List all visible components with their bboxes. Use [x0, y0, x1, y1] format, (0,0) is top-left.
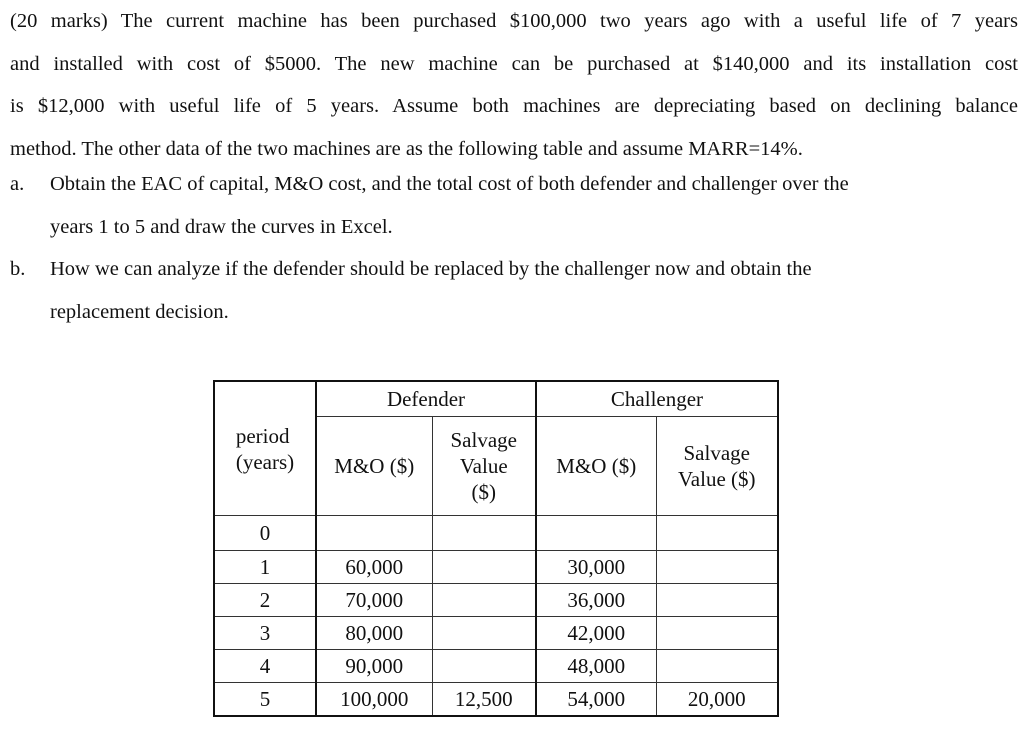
challenger-salvage-cell [656, 584, 778, 617]
intro-line-1: (20 marks) The current machine has been purchased $100,000 two years ago with a useful life of 7 years [10, 10, 1018, 32]
challenger-salvage-cell [656, 650, 778, 683]
question-a-text [50, 163, 1010, 248]
defender-salvage-cell: 12,500 [432, 683, 536, 717]
period-cell: 0 [214, 516, 316, 551]
defender-group-header: Defender [316, 381, 536, 417]
challenger-mo-cell: 36,000 [536, 584, 656, 617]
table-row [214, 650, 778, 683]
challenger-group-header: Challenger [536, 381, 778, 417]
defender-salvage-header-line-1: Salvage [450, 428, 517, 452]
question-b-marker: b. [10, 258, 26, 280]
question-b-line-1: How we can analyze if the defender should be replaced by the challenger now and obtain the [50, 258, 812, 280]
defender-salvage-cell [432, 516, 536, 551]
period-cell: 4 [214, 650, 316, 683]
table-row [214, 551, 778, 584]
machine-data-table [213, 380, 779, 717]
intro-line-3: is $12,000 with useful life of 5 years. Assume both machines are depreciating based on declining balance [10, 95, 1018, 117]
question-a-line-1: Obtain the EAC of capital, M&O cost, and the total cost of both defender and challenger over the [50, 173, 849, 195]
defender-salvage-header-line-2: Value [459, 454, 508, 478]
defender-mo-header: M&O ($) [316, 417, 432, 516]
challenger-salvage-cell [656, 617, 778, 650]
period-cell: 5 [214, 683, 316, 717]
defender-salvage-cell [432, 584, 536, 617]
defender-mo-cell: 60,000 [316, 551, 432, 584]
period-cell: 2 [214, 584, 316, 617]
challenger-salvage-header [656, 417, 778, 516]
question-b-text [50, 248, 1010, 333]
defender-mo-cell: 100,000 [316, 683, 432, 717]
defender-salvage-cell [432, 551, 536, 584]
question-a-marker: a. [10, 173, 25, 195]
table-row [214, 617, 778, 650]
period-header-line-2: (years) [235, 449, 295, 474]
table-row [214, 584, 778, 617]
defender-salvage-cell [432, 617, 536, 650]
period-header-line-1: period [235, 423, 290, 448]
challenger-mo-header: M&O ($) [536, 417, 656, 516]
table-group-header-row [214, 381, 778, 417]
table-row [214, 683, 778, 717]
defender-salvage-header-line-3: ($) [471, 480, 496, 504]
intro-line-2: and installed with cost of $5000. The new machine can be purchased at $140,000 and its installation cost [10, 52, 1018, 75]
challenger-salvage-cell [656, 551, 778, 584]
challenger-mo-cell [536, 516, 656, 551]
defender-mo-cell: 70,000 [316, 584, 432, 617]
period-cell: 1 [214, 551, 316, 584]
problem-statement [10, 0, 1018, 170]
defender-mo-cell: 80,000 [316, 617, 432, 650]
challenger-mo-cell: 54,000 [536, 683, 656, 717]
period-header-cell [214, 381, 316, 516]
question-b-line-2: replacement decision. [50, 300, 229, 323]
challenger-salvage-header-line-2: Value ($) [677, 467, 756, 491]
question-a-line-2: years 1 to 5 and draw the curves in Excel. [50, 215, 393, 238]
challenger-mo-cell: 42,000 [536, 617, 656, 650]
defender-salvage-header [432, 417, 536, 516]
intro-line-4: method. The other data of the two machines are as the following table and assume MARR=14%. [10, 137, 803, 160]
defender-mo-cell [316, 516, 432, 551]
challenger-salvage-header-line-1: Salvage [683, 441, 750, 465]
table-row [214, 516, 778, 551]
defender-salvage-cell [432, 650, 536, 683]
period-cell: 3 [214, 617, 316, 650]
challenger-salvage-cell [656, 516, 778, 551]
challenger-mo-cell: 30,000 [536, 551, 656, 584]
challenger-salvage-cell: 20,000 [656, 683, 778, 717]
challenger-mo-cell: 48,000 [536, 650, 656, 683]
defender-mo-cell: 90,000 [316, 650, 432, 683]
